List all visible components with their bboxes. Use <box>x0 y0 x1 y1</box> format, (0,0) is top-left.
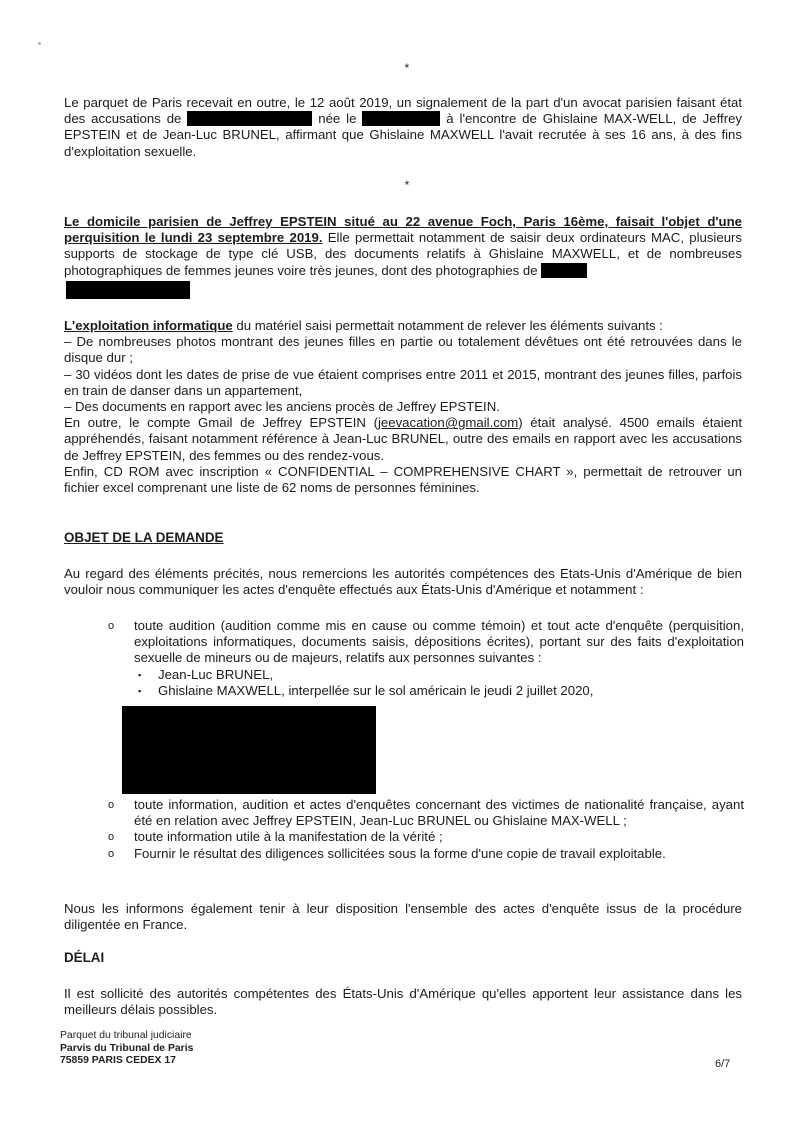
person-item <box>134 667 744 683</box>
text: Ghislaine MAXWELL, interpellée sur le sol américain le jeudi 2 juillet 2020, <box>158 682 594 698</box>
request-item <box>108 846 744 862</box>
request-item <box>108 829 744 845</box>
exploitation-lead: L'exploitation informatique <box>64 318 233 333</box>
text: En outre, le compte Gmail de Jeffrey EPSTEIN ( <box>64 415 378 431</box>
redaction-block <box>122 706 376 794</box>
paragraph-informons <box>64 901 742 933</box>
separator-star: * <box>404 178 410 192</box>
paragraph-exploitation <box>64 318 742 496</box>
square-bullet-icon: ▪ <box>138 669 142 680</box>
request-item <box>108 618 744 667</box>
request-item <box>108 797 744 829</box>
separator-star: * <box>404 61 410 75</box>
request-list-continued <box>108 797 744 862</box>
delai-heading: DÉLAI <box>64 950 105 965</box>
text: toute audition (audition comme mis en cause ou comme témoin) et tout acte d'enquête (perquisition, exploitations informatiques, documents saisis, dépositions écrites), portant sur des faits d'exploitation sexuelle de mineurs ou de majeurs, relatifs aux personnes suivantes : <box>134 618 744 666</box>
paragraph-delai <box>64 986 742 1018</box>
circle-bullet-icon: o <box>108 799 115 811</box>
page-number: 6/7 <box>715 1058 731 1070</box>
text: Au regard des éléments précités, nous remercions les autorités compétences des Etats-Unis d'Amérique de bien vouloir nous communiquer les actes d'enquête effectués aux États-Unis d'Amérique et notamment : <box>64 566 742 598</box>
circle-bullet-icon: o <box>108 831 115 844</box>
perquisition-lead: Le domicile parisien de Jeffrey EPSTEIN situé au 22 avenue Foch, Paris 16ème, faisait l'objet d'une perquisition le lundi 23 septembre 2019. <box>64 214 742 246</box>
redaction <box>362 111 440 126</box>
text: toute information utile à la manifestation de la vérité ; <box>134 829 443 845</box>
text: Le parquet de Paris recevait en outre, le 12 août 2019, un signalement de la part d'un avocat parisien faisant état des accusations de <box>64 95 742 127</box>
text: à l'encontre de Ghislaine MAX-WELL, de Jeffrey EPSTEIN et de Jean-Luc BRUNEL, affirmant que Ghislaine MAXWELL l'avait recrutée à ses 16 ans, à des fins d'exploitation sexuelle. <box>64 111 743 159</box>
objet-heading: OBJET DE LA DEMANDE <box>64 530 224 545</box>
text: toute information, audition et actes d'enquêtes concernant des victimes de nationalité française, ayant été en relation avec Jeffrey EPSTEIN, Jean-Luc BRUNEL ou Ghislaine MAX-WELL ; <box>134 797 744 829</box>
finding-item: – De nombreuses photos montrant des jeunes filles en partie ou totalement dévêtues ont été retrouvées dans le disque dur ; <box>64 334 742 366</box>
circle-bullet-icon: o <box>108 847 115 860</box>
text: du matériel saisi permettait notamment de relever les éléments suivants : <box>236 318 663 333</box>
text: ) était analysé. 4500 emails étaient appréhendés, faisant notamment référence à Jean-Luc BRUNEL, outre des emails en rapport avec les accusations de Jeffrey EPSTEIN, des femmes ou des rendez-vous. <box>64 415 743 463</box>
footer-line: 75859 PARIS CEDEX 17 <box>60 1055 176 1067</box>
text: Jean-Luc BRUNEL, <box>158 666 274 682</box>
paragraph-perquisition <box>64 214 742 279</box>
text: Elle permettait notamment de saisir deux ordinateurs MAC, plusieurs supports de stockage de type clé USB, des documents relatifs à Ghislaine MAXWELL, et de nombreuses photographiques de femmes jeunes voire très jeunes, dont des photographies de <box>64 230 743 278</box>
objet-intro <box>64 566 742 598</box>
circle-bullet-icon: o <box>108 620 115 632</box>
paragraph-signalement <box>64 95 742 160</box>
finding-item: – Des documents en rapport avec les anciens procès de Jeffrey EPSTEIN. <box>64 399 500 415</box>
redaction-block <box>66 281 190 299</box>
scan-speck <box>38 42 41 45</box>
redaction <box>541 263 587 278</box>
redaction <box>187 111 312 126</box>
request-list <box>108 618 744 699</box>
footer-address <box>60 1030 193 1068</box>
cdrom-text: Enfin, CD ROM avec inscription « CONFIDENTIAL – COMPREHENSIVE CHART », permettait de retrouver un fichier excel comprenant une liste de 62 noms de personnes féminines. <box>64 463 742 496</box>
footer-line: Parquet du tribunal judiciaire <box>60 1030 192 1041</box>
footer-line: Parvis du Tribunal de Paris <box>60 1042 194 1054</box>
square-bullet-icon: ▪ <box>138 685 142 696</box>
text: Nous les informons également tenir à leur disposition l'ensemble des actes d'enquête issus de la procédure diligentée en France. <box>64 901 742 933</box>
text: née le <box>318 111 357 127</box>
text: Fournir le résultat des diligences sollicitées sous la forme d'une copie de travail exploitable. <box>134 845 666 861</box>
text: Il est sollicité des autorités compétentes des États-Unis d'Amérique qu'elles apportent leur assistance dans les meilleurs délais possibles. <box>64 986 742 1018</box>
finding-item: – 30 vidéos dont les dates de prise de vue étaient comprises entre 2011 et 2015, montrant des jeunes filles, parfois en train de danser dans un appartement, <box>64 366 742 398</box>
email-link[interactable]: jeevacation@gmail.com <box>377 415 519 431</box>
person-item <box>134 683 744 699</box>
